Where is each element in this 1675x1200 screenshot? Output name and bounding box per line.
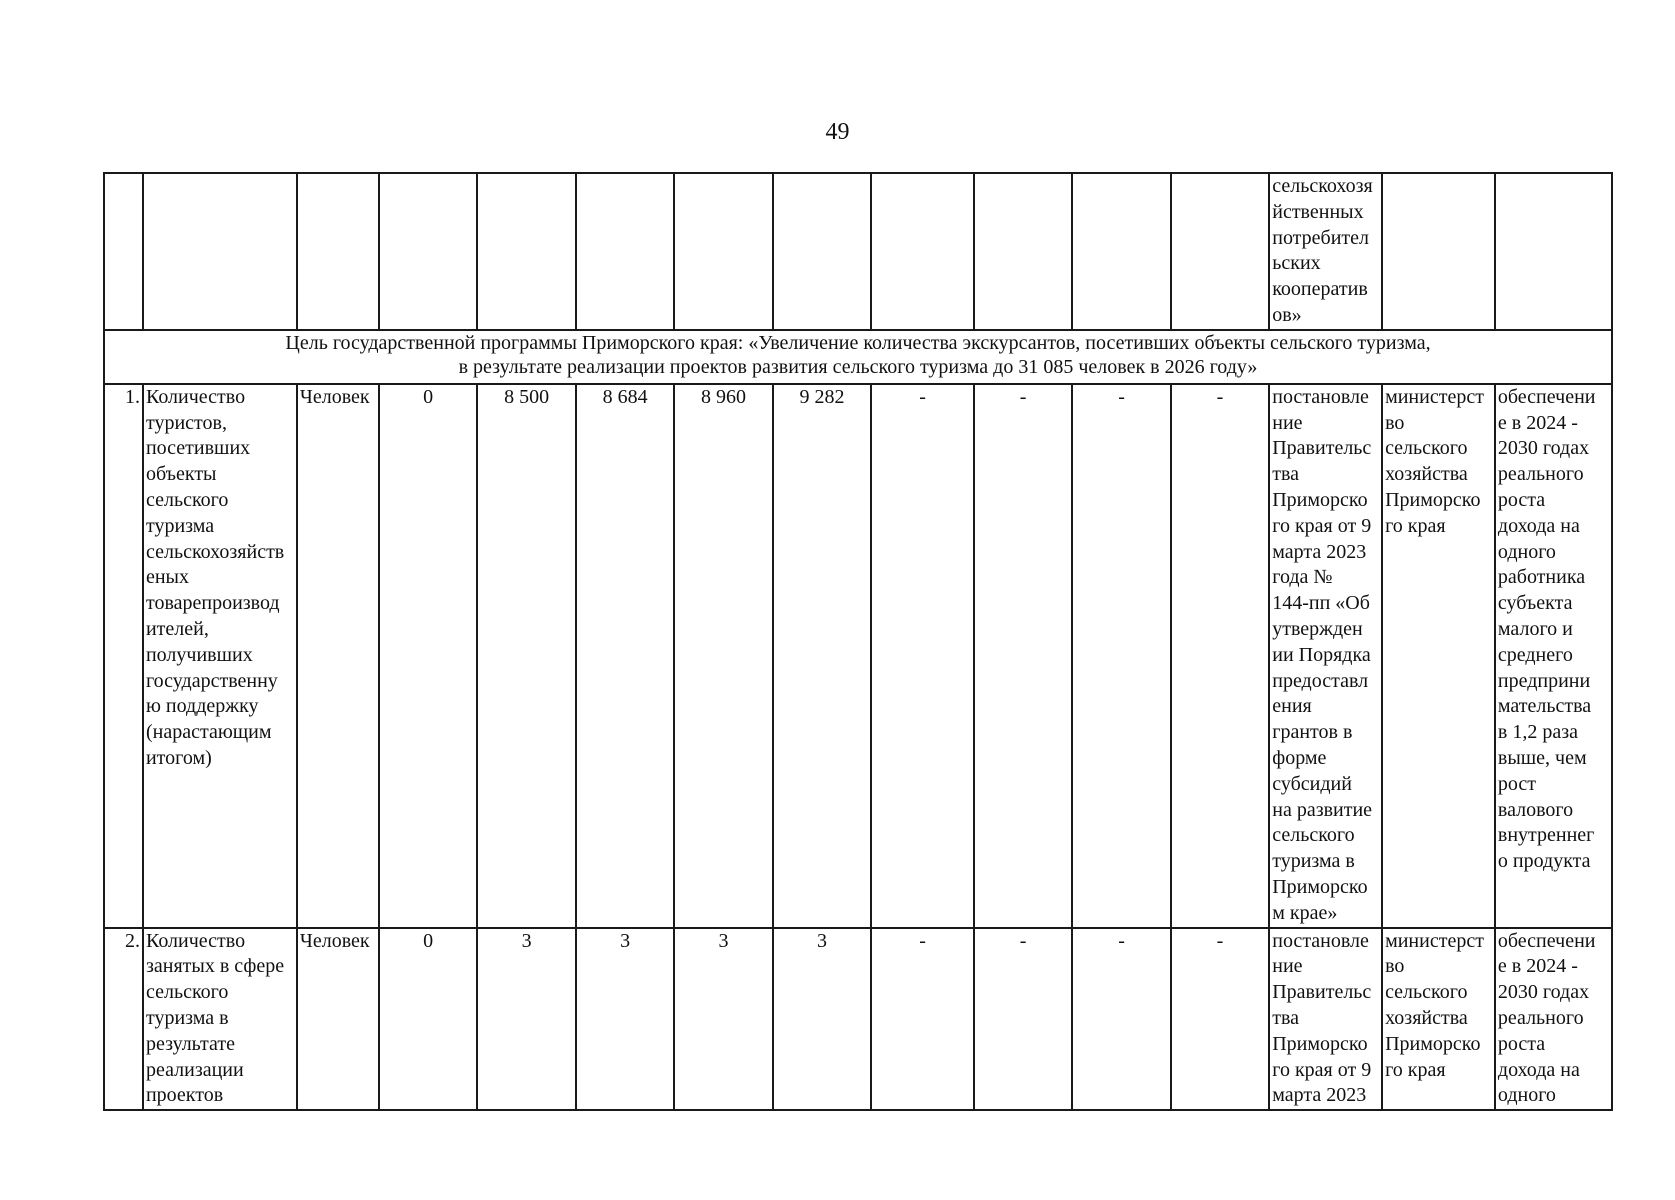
year-value: 3 xyxy=(477,928,575,1111)
cell-name xyxy=(143,173,297,330)
year-value: 8 684 xyxy=(576,384,674,928)
goal-link: обеспечени е в 2024 - 2030 годах реального роста дохода на одного xyxy=(1495,928,1612,1111)
cell-basis xyxy=(1269,173,1382,330)
table-row xyxy=(104,384,1612,928)
cell-responsible xyxy=(1382,173,1495,330)
year-value: 8 500 xyxy=(477,384,575,928)
year-value: - xyxy=(974,384,1072,928)
row-number: 2. xyxy=(104,928,143,1111)
page-number: 49 xyxy=(825,119,850,145)
year-value: - xyxy=(871,928,974,1111)
basis-document: постановле ние Правительс тва Приморско го края от 9 марта 2023 года № 144-пп «Об утвержден ии Порядка предоставл ения грантов в форме субсидий на развитие сельского туризма в Приморско м крае» xyxy=(1269,384,1382,928)
basis-document: постановле ние Правительс тва Приморско го края от 9 марта 2023 xyxy=(1269,928,1382,1111)
cell-year xyxy=(477,173,575,330)
cell-link xyxy=(1495,173,1612,330)
goal-text: Цель государственной программы Приморского края: «Увеличение количества экскурсантов, посетивших объекты сельского туризма, в результате реализации проектов развития сельского туризма до 31 085 человек в 2026 году» xyxy=(285,331,1431,378)
table-row xyxy=(104,928,1612,1111)
cell-year xyxy=(773,173,871,330)
cell-year xyxy=(576,173,674,330)
year-value: 3 xyxy=(576,928,674,1111)
responsible-body: министерст во сельского хозяйства Приморско го края xyxy=(1382,384,1495,928)
table-row-continuation xyxy=(104,173,1612,330)
row-number: 1. xyxy=(104,384,143,928)
indicator-name: Количество занятых в сфере сельского туризма в результате реализации проектов xyxy=(143,928,297,1111)
cell-year xyxy=(1072,173,1170,330)
unit: Человек xyxy=(297,928,379,1111)
year-value: - xyxy=(871,384,974,928)
basis-text: сельскохозя йственных потребител ьских кооператив ов» xyxy=(1272,175,1373,326)
cell-year xyxy=(871,173,974,330)
goal-row xyxy=(104,330,1612,384)
base-value: 0 xyxy=(379,384,477,928)
responsible-body: министерст во сельского хозяйства Приморско го края xyxy=(1382,928,1495,1111)
cell-year xyxy=(1171,173,1269,330)
indicator-name: Количество туристов, посетивших объекты сельского туризма сельскохозяйств еных товарепроизвод ителей, получивших государственну ю поддержку (нарастающим итогом) xyxy=(143,384,297,928)
year-value: - xyxy=(1072,384,1170,928)
year-value: - xyxy=(1171,928,1269,1111)
goal-cell xyxy=(104,330,1612,384)
cell-unit xyxy=(297,173,379,330)
year-value: 3 xyxy=(674,928,772,1111)
cell-base xyxy=(379,173,477,330)
indicators-table xyxy=(103,172,1613,1111)
year-value: - xyxy=(974,928,1072,1111)
cell-num xyxy=(104,173,143,330)
year-value: 3 xyxy=(773,928,871,1111)
year-value: - xyxy=(1171,384,1269,928)
year-value: 9 282 xyxy=(773,384,871,928)
base-value: 0 xyxy=(379,928,477,1111)
unit: Человек xyxy=(297,384,379,928)
cell-year xyxy=(974,173,1072,330)
year-value: - xyxy=(1072,928,1170,1111)
goal-link: обеспечени е в 2024 - 2030 годах реального роста дохода на одного работника субъекта малого и среднего предприни мательства в 1,2 раза выше, чем рост валового внутреннег о продукта xyxy=(1495,384,1612,928)
year-value: 8 960 xyxy=(674,384,772,928)
cell-year xyxy=(674,173,772,330)
